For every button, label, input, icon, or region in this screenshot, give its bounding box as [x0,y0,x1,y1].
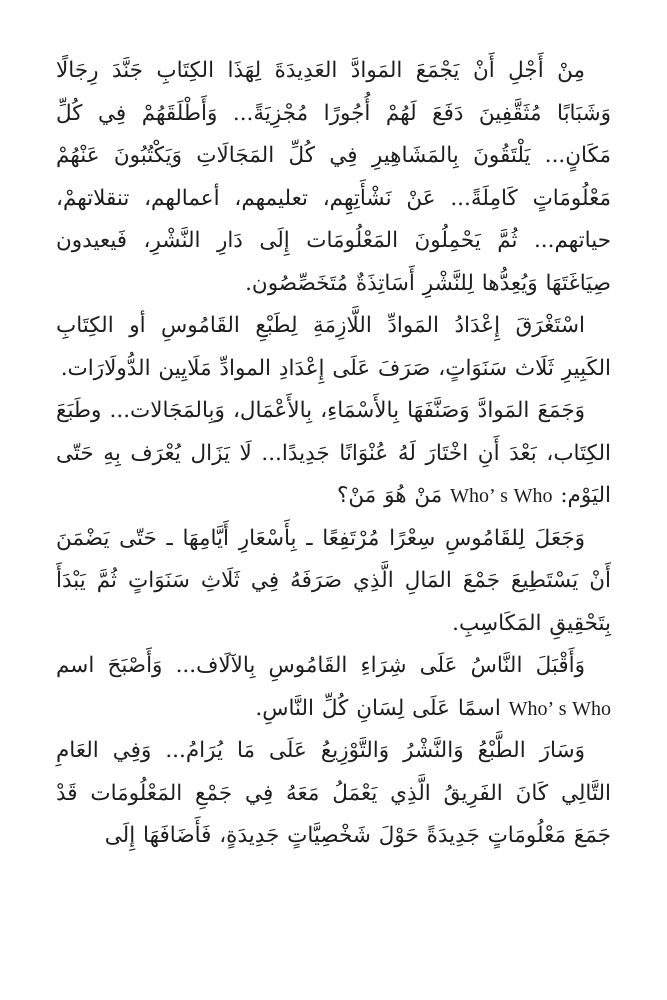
paragraph-5 [56,645,611,730]
paragraph-2: اسْتَغْرَقَ إِعْدَادُ المَوادِّ اللَّازِمَةِ لِطَبْعِ القَامُوسِ أو الكِتَابِ الكَبِيرِ ثَلَاث سَنَوَاتٍ، صَرَفَ عَلَى إِعْدَادِ الموادِّ مَلَايِين الدُّولَارَات. [56,313,611,381]
paragraph-5-text-end: اسمًا عَلَى لِسَانِ كُلِّ النَّاسِ. [255,695,509,721]
paragraph-3-text-start: وَجَمَعَ المَوادَّ وَصَنَّفَهَا بِالأَسْمَاءِ، بِالأَعْمَال، وَبِالمَجَالات... وطَبَعَ الكِتَاب، بَعْدَ أَنِ اخْتَارَ لَهُ عُنْوَانًا جَدِيدًا... لَا يَزَال يُعْرَف بِهِ حَتّى اليَوْم: [56,398,611,508]
book-title-latin: Who’ s Who [450,485,553,507]
paragraph-5-text-start: وَأَقْبَلَ النَّاسُ عَلَى شِرَاءِ القَامُوسِ بِالآلَاف... وَأَصْبَحَ اسم [56,653,585,678]
paragraph-6: وَسَارَ الطَّبْعُ وَالنَّشْرُ وَالتَّوْزِيعُ عَلَى مَا يُرَامُ... وَفِي العَامِ التَّالِي كَانَ الفَرِيقُ الَّذِي يَعْمَلُ مَعَهُ فِي جَمْعِ المَعْلُومَات قَدْ جَمَعَ مَعْلُومَاتٍ جَدِيدَةً حَوْلَ شَخْصِيَّاتٍ جَدِيدَةٍ، فَأَضَافَهَا إِلَى [56,738,611,848]
paragraph-3-text-end: مَنْ هُوَ مَنْ؟ [337,483,451,508]
paragraph-4: وَجَعَلَ لِلقَامُوسِ سِعْرًا مُرْتَفِعًا ـ بِأَسْعَارِ أَيَّامِهَا ـ حَتّى يَضْمَنَ أَنْ يَسْتَطِيعَ جَمْعَ المَالِ الَّذِي صَرَفَهُ فِي ثَلَاثِ سَنَوَاتٍ ثُمَّ يَبْدَأَ بِتَحْقِيقِ المَكَاسِبِ. [56,525,611,636]
paragraph-1: مِنْ أَجْلِ أَنْ يَجْمَعَ المَوادَّ العَدِيدَةَ لِهَذَا الكِتَابِ جَنَّدَ رِجَالًا وَشَبَابًا مُثَقَّفِينَ دَفَعَ لَهُمْ أُجُورًا مُجْزِيَةً... وَأَطْلَقَهُمْ فِي كُلِّ مَكَانٍ... يَلْتَقُونَ بِالمَشَاهِيرِ فِي كُلِّ المَجَالَاتِ وَيَكْتُبُونَ عَنْهُمْ مَعْلُومَاتٍ كَامِلَةً... عَنْ نَشْأَتِهِم، تعليمهم، أعمالهم، تنقلاتهمْ، حياتهم... ثُمَّ يَحْمِلُونَ المَعْلُومَات إِلَى دَارِ النَّشْرِ، فَيعيدون صِيَاغَتَهَا وَيُعِدُّها لِلنَّشْرِ أَسَاتِذَةٌ مُتَخَصِّصُون. [56,58,611,296]
paragraph-3 [56,390,611,518]
book-title-latin-2: Who’ s Who [508,697,611,720]
